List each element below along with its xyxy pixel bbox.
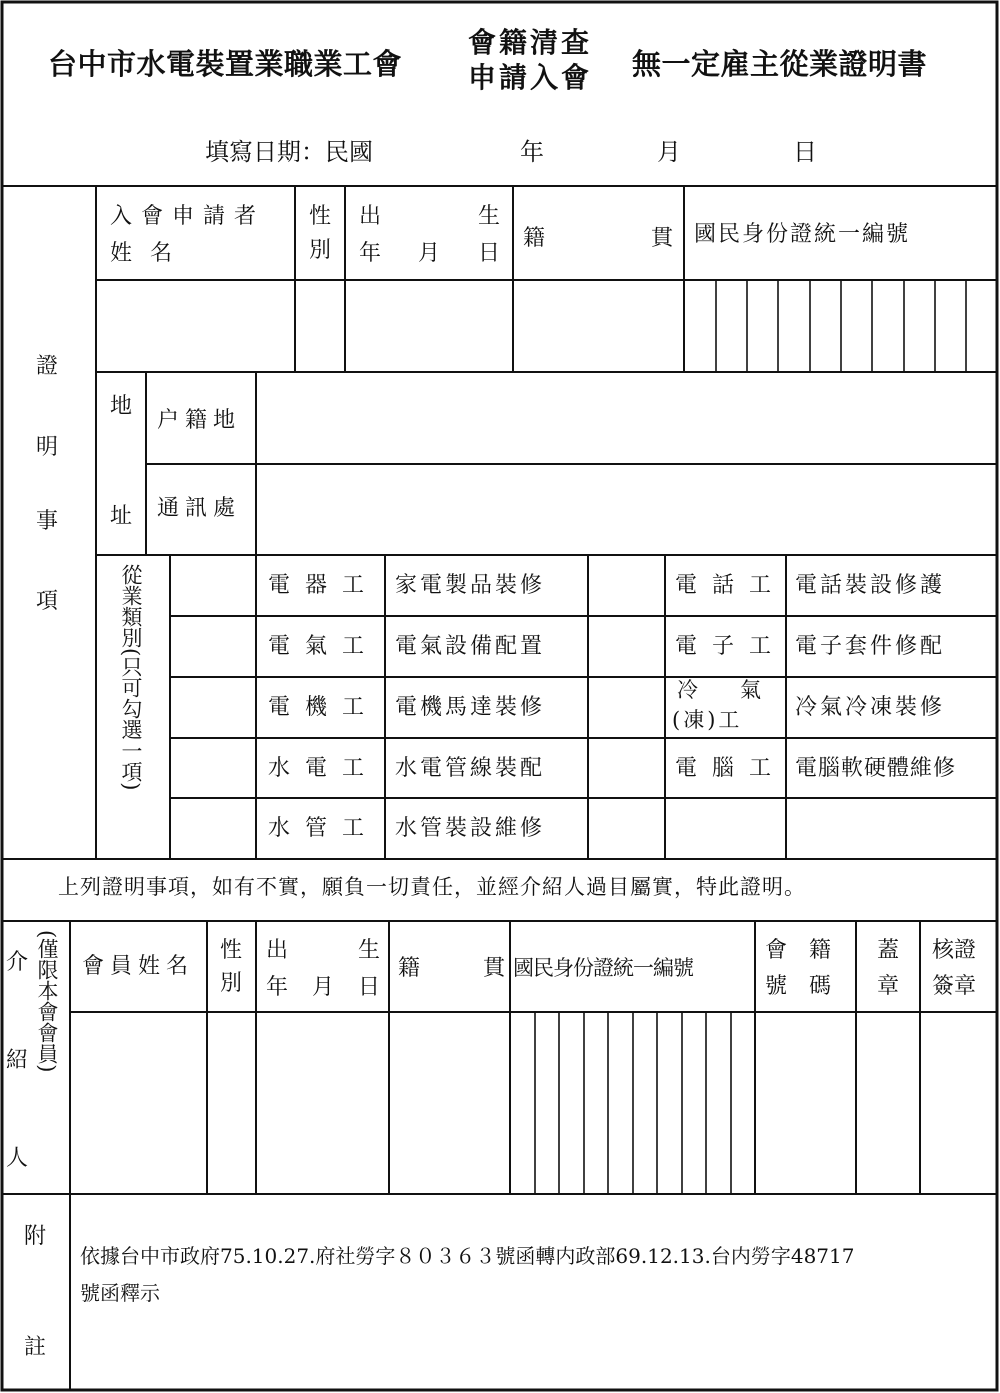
job-desc-label: 電話裝設修護	[795, 573, 946, 598]
intro-birth-day: 日	[358, 975, 381, 1000]
section-label-char: 項	[35, 589, 58, 614]
sex-header: 性	[309, 204, 332, 229]
job-trade-label: 電 氣 工	[268, 634, 368, 659]
job-checkbox[interactable]	[172, 740, 254, 796]
notes-text-line: 依據台中市政府75.10.27.府社勞字８０３６３號函轉内政部69.12.13.台内勞字48717	[80, 1244, 855, 1268]
section-label-char: 事	[35, 509, 58, 534]
job-trade-label: 電 腦 工	[675, 756, 775, 781]
birth-day-header: 日	[478, 241, 501, 266]
job-desc-label: 電氣設備配置	[395, 634, 546, 659]
household-address-label: 户籍地	[157, 408, 242, 433]
intro-origin-header: 貫	[483, 956, 506, 981]
intro-birth-year: 年	[266, 975, 289, 1000]
union-name: 台中市水電裝置業職業工會	[48, 47, 403, 81]
intro-sex-header: 性	[220, 938, 243, 963]
job-checkbox[interactable]	[590, 618, 663, 675]
job-trade-label: 水 管 工	[268, 816, 368, 841]
job-desc-label: 電腦軟硬體維修	[795, 756, 957, 781]
intro-birth-header: 生	[358, 938, 381, 963]
address-label: 址	[110, 504, 133, 529]
job-trade-label: (凍)工	[672, 708, 743, 732]
member-name-header: 會員姓名	[82, 954, 195, 979]
notes-text-line: 號函釋示	[80, 1281, 160, 1305]
job-trade-label: 水 電 工	[268, 756, 368, 781]
job-desc-label: 電子套件修配	[795, 634, 946, 659]
job-checkbox[interactable]	[590, 740, 663, 796]
birth-month-header: 月	[418, 241, 441, 266]
job-checkbox[interactable]	[590, 557, 663, 614]
job-desc-label: 冷氣冷凍裝修	[795, 695, 946, 720]
sex-header: 別	[309, 238, 332, 263]
job-category-label: 從業類別(只可勾選一項)	[119, 564, 143, 791]
member-number-header: 會 籍	[765, 938, 832, 963]
address-label: 地	[110, 394, 133, 419]
notes-label-char: 附	[23, 1224, 46, 1249]
date-year: 年	[520, 138, 544, 166]
introducer-label-char: 紹	[5, 1048, 28, 1073]
job-trade-label: 電 子 工	[675, 634, 775, 659]
intro-origin-header: 籍	[398, 956, 421, 981]
document-title: 無一定雇主從業證明書	[632, 47, 928, 81]
job-checkbox[interactable]	[172, 557, 254, 614]
job-checkbox[interactable]	[172, 618, 254, 675]
job-trade-label: 電 話 工	[675, 573, 775, 598]
intro-birth-header: 出	[266, 938, 289, 963]
job-desc-label: 電機馬達裝修	[395, 695, 546, 720]
birth-year-header: 年	[359, 241, 382, 266]
intro-sex-header: 別	[220, 971, 243, 996]
job-checkbox[interactable]	[172, 679, 254, 736]
intro-id-number-header: 國民身份證統一編號	[513, 956, 693, 980]
date-label: 填寫日期：民國	[205, 138, 373, 166]
seal-header: 章	[877, 974, 900, 999]
applicant-name-header: 姓名	[110, 241, 191, 266]
id-number-header: 國民身份證統一編號	[694, 222, 911, 247]
introducer-restriction-label: (僅限本會會員)	[35, 930, 59, 1073]
introducer-label-char: 介	[5, 950, 28, 975]
job-trade-label: 冷 氣	[677, 678, 761, 702]
date-month: 月	[657, 138, 681, 166]
job-trade-label: 電 機 工	[268, 695, 368, 720]
date-day: 日	[793, 138, 817, 166]
introducer-label-char: 人	[5, 1146, 28, 1171]
job-desc-label: 水電管線裝配	[395, 756, 546, 781]
job-desc-label: 水管裝設維修	[395, 816, 546, 841]
job-trade-label: 電 器 工	[268, 573, 368, 598]
job-desc-label: 家電製品裝修	[395, 573, 546, 598]
title-option-apply: 申請入會	[468, 61, 593, 94]
birth-header: 生	[478, 204, 501, 229]
mailing-address-label: 通訊處	[157, 496, 242, 521]
declaration-text: 上列證明事項，如有不實，願負一切責任，並經介紹人過目屬實，特此證明。	[58, 875, 806, 899]
job-checkbox[interactable]	[590, 679, 663, 736]
intro-birth-month: 月	[312, 975, 335, 1000]
section-label-char: 證	[35, 354, 58, 379]
title-option-audit: 會籍清查	[468, 26, 593, 59]
member-number-header: 號 碼	[765, 974, 832, 999]
verify-sign-header: 核證	[932, 938, 977, 963]
applicant-name-header: 入會申請者	[110, 204, 266, 229]
notes-label-char: 註	[23, 1335, 46, 1360]
section-label-char: 明	[35, 435, 58, 460]
origin-header: 籍	[523, 226, 546, 251]
origin-header: 貫	[651, 226, 674, 251]
seal-header: 蓋	[877, 938, 900, 963]
job-checkbox[interactable]	[172, 800, 254, 857]
birth-header: 出	[359, 204, 382, 229]
verify-sign-header: 簽章	[932, 974, 977, 999]
